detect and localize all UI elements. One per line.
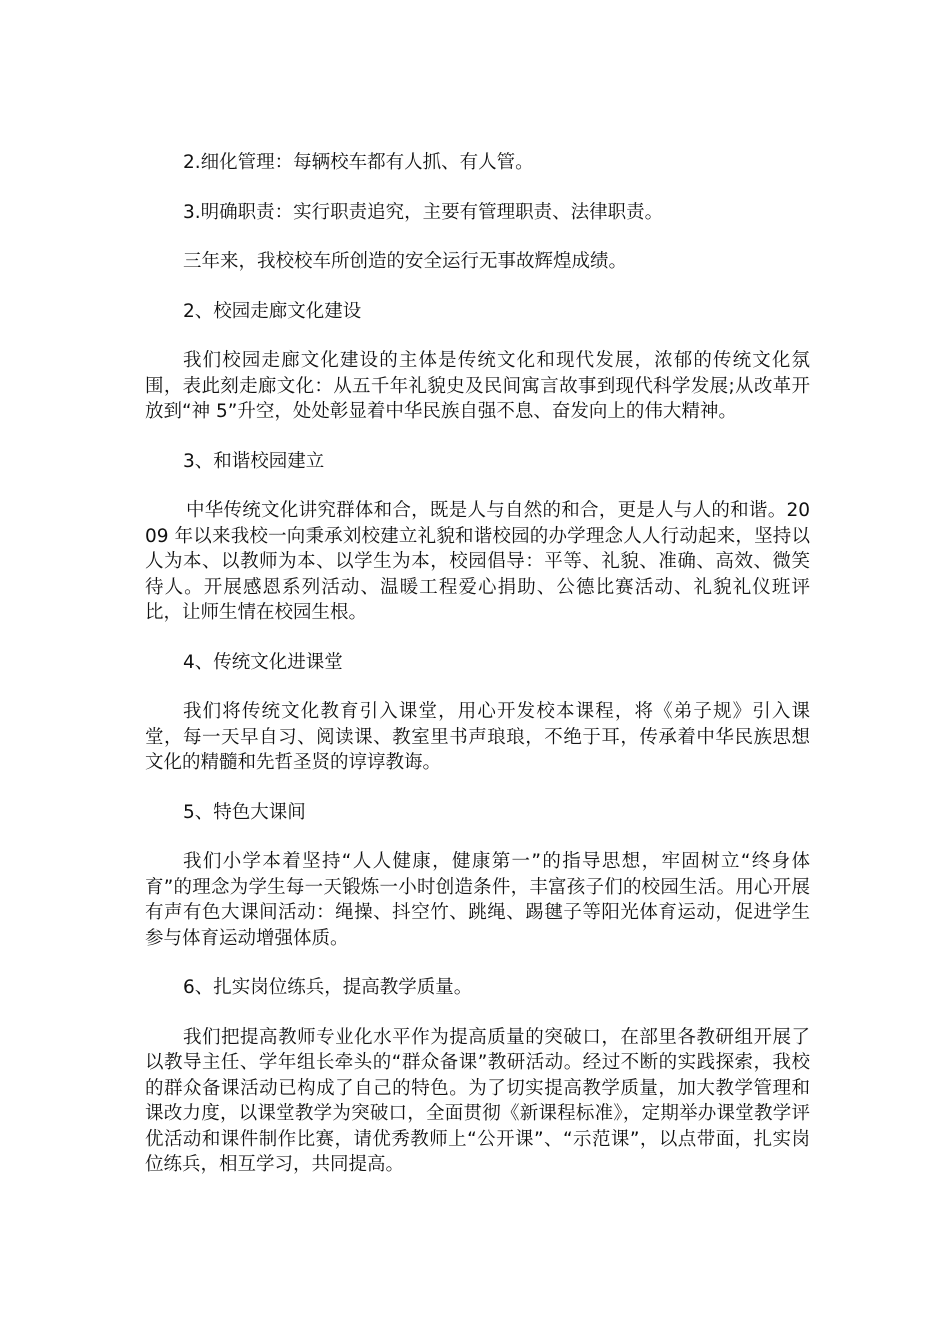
- section-heading-culture-in-class: 4、传统文化进课堂: [183, 651, 343, 673]
- paragraph-corridor-culture: 我们校园走廊文化建设的主体是传统文化和现代发展，浓郁的传统文化氛围，表此刻走廊文化：从五千年礼貌史及民间寓言故事到现代科学发展;从改革开放到“神 5”升空，处处彰显着中华民族自强不息、奋发向上的伟大精神。: [145, 350, 810, 422]
- section-heading-harmonious-campus: 3、和谐校园建立: [183, 450, 325, 472]
- paragraph-harmonious-campus: 中华传统文化讲究群体和合，既是人与自然的和合，更是人与人的和谐。2009 年以来我校一向秉承刘校建立礼貌和谐校园的办学理念人人行动起来，坚持以人为本、以教师为本、以学生为本，校园倡导：平等、礼貌、准确、高效、微笑待人。开展感恩系列活动、温暖工程爱心捐助、公德比赛活动、礼貌礼仪班评比，让师生情在校园生根。: [145, 500, 810, 623]
- paragraph-culture-in-class: 我们将传统文化教育引入课堂，用心开发校本课程，将《弟子规》引入课堂，每一天早自习、阅读课、教室里书声琅琅，不绝于耳，传承着中华民族思想文化的精髓和先哲圣贤的谆谆教诲。: [145, 701, 810, 773]
- paragraph-big-recess: 我们小学本着坚持“人人健康，健康第一”的指导思想，牢固树立“终身体育”的理念为学生每一天锻炼一小时创造条件，丰富孩子们的校园生活。用心开展有声有色大课间活动：绳操、抖空竹、跳绳、踢毽子等阳光体育运动，促进学生参与体育运动增强体质。: [145, 851, 810, 949]
- paragraph-teaching-quality: 我们把提高教师专业化水平作为提高质量的突破口，在部里各教研组开展了以教导主任、学年组长牵头的“群众备课”教研活动。经过不断的实践探索，我校的群众备课活动已构成了自己的特色。为了切实提高教学质量，加大教学管理和课改力度，以课堂教学为突破口，全面贯彻《新课程标准》，定期举办课堂教学评优活动和课件制作比赛，请优秀教师上“公开课”、“示范课”，以点带面，扎实岗位练兵，相互学习，共同提高。: [145, 1026, 810, 1175]
- document-page: [145, 150, 810, 1178]
- section-heading-corridor-culture: 2、校园走廊文化建设: [183, 300, 362, 322]
- paragraph-bus-safety-result: 三年来，我校校车所创造的安全运行无事故辉煌成绩。: [183, 251, 628, 272]
- paragraph-clear-duties: 3.明确职责：实行职责追究，主要有管理职责、法律职责。: [183, 201, 664, 223]
- paragraph-fine-management: 2.细化管理：每辆校车都有人抓、有人管。: [183, 152, 534, 173]
- section-heading-teaching-quality: 6、扎实岗位练兵，提高教学质量。: [183, 977, 473, 998]
- section-heading-big-recess: 5、特色大课间: [183, 801, 306, 823]
